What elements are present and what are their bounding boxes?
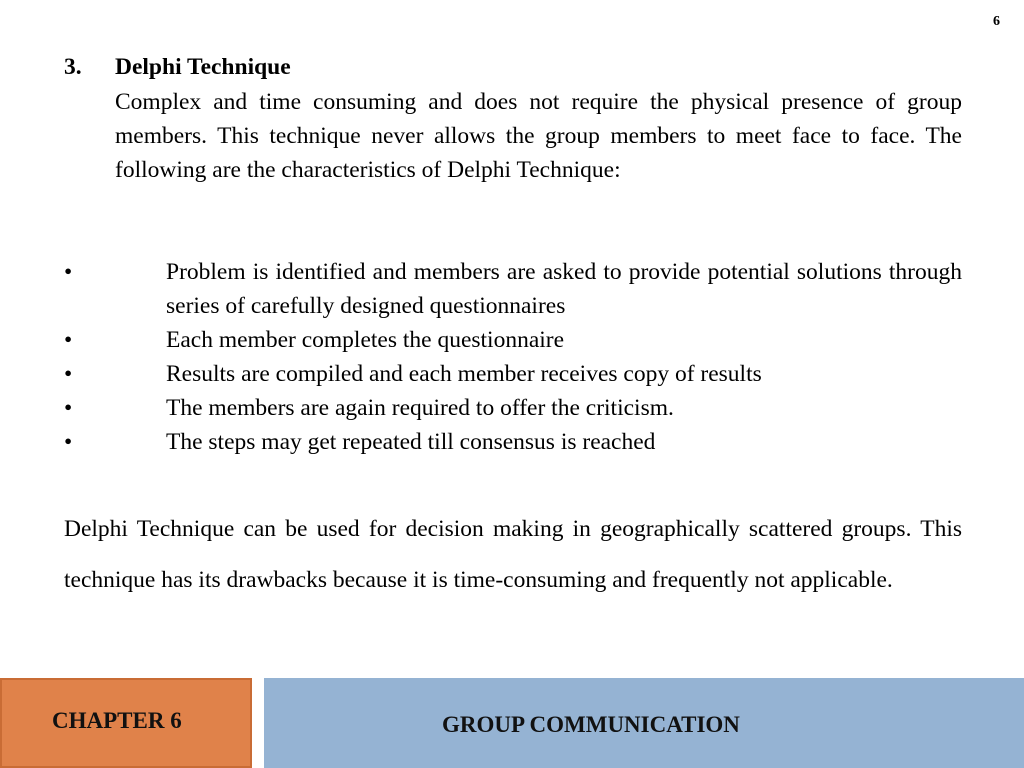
- list-item: [64, 357, 962, 391]
- bullet-marker: •: [64, 361, 73, 387]
- bullet-marker: •: [64, 259, 73, 285]
- bullet-marker: •: [64, 395, 73, 421]
- summary-paragraph: Delphi Technique can be used for decision making in geographically scattered groups. This technique has its drawbacks because it is time-consuming and frequently not applicable.: [64, 516, 962, 593]
- list-item: [64, 255, 962, 323]
- intro-paragraph: Complex and time consuming and does not require the physical presence of group members. This technique never allows the group members to meet face to face. The following are the characteristics of Delphi Technique:: [115, 89, 962, 183]
- bullet-marker: •: [64, 429, 73, 455]
- characteristics-list: [64, 255, 962, 459]
- chapter-label: CHAPTER 6: [52, 708, 182, 733]
- footer-chapter-box: [0, 678, 252, 768]
- list-item-text: Results are compiled and each member receives copy of results: [166, 361, 762, 387]
- section-title: Delphi Technique: [115, 54, 291, 80]
- list-item-text: The members are again required to offer the criticism.: [166, 395, 674, 421]
- list-item: [64, 323, 962, 357]
- section-number: 3.: [64, 54, 82, 80]
- list-item-text: The steps may get repeated till consensus is reached: [166, 429, 656, 455]
- list-item: [64, 425, 962, 459]
- list-item-text: Each member completes the questionnaire: [166, 327, 565, 353]
- section-heading: [64, 52, 962, 82]
- list-item: [64, 391, 962, 425]
- list-item-text: Problem is identified and members are asked to provide potential solutions through series of carefully designed questionnaires: [166, 259, 962, 319]
- page-number: 6: [993, 14, 1000, 29]
- bullet-marker: •: [64, 327, 73, 353]
- footer-title-box: [264, 678, 1024, 768]
- footer-title: GROUP COMMUNICATION: [442, 712, 740, 737]
